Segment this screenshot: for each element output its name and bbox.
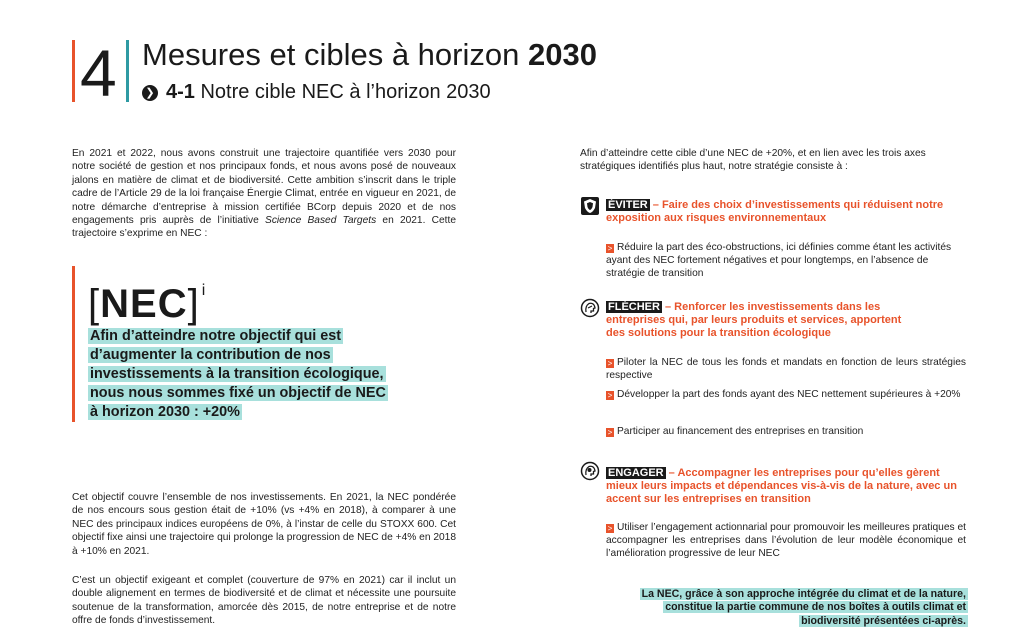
axis-flecher-title xyxy=(606,301,916,340)
axis-engager-item-text: Utiliser l’engagement actionnarial pour promouvoir les meilleures pratiques et accompagner les entreprises dans l’évolution de leur modèle économique et l’amélioration progressive de leur NEC xyxy=(606,522,966,559)
axis-eviter-title xyxy=(606,199,946,225)
axis-engager-tag: ENGAGER xyxy=(608,467,664,479)
nec-logo: [NEC] $^i$ xyxy=(88,282,207,326)
arrow-icon: > xyxy=(607,428,613,437)
chapter-bar-teal xyxy=(126,40,129,102)
chapter-number: 4 xyxy=(80,36,117,110)
chapter-bar-orange xyxy=(72,40,75,102)
axis-flecher-item-2 xyxy=(606,388,966,401)
axis-flecher-item-3-text: Participer au financement des entreprises en transition xyxy=(617,426,864,437)
intro-text-italic: Science Based Targets xyxy=(265,215,377,227)
chevron-right-icon: ❯ xyxy=(142,85,158,101)
axis-flecher-item-1 xyxy=(606,356,966,382)
coverage-paragraph: Cet objectif couvre l’ensemble de nos investissements. En 2021, la NEC pondérée de nos encours sous gestion était de +10% (vs +4% en 2018), à comparer à une NEC des principaux indices européens de 0%, à l’instar de celle du STOXX 600. Cet objectif fixe ainsi une trajectoire qui prolonge la progression de NEC de +4% en 2018 à +10% en 2021. xyxy=(72,492,456,557)
objective-paragraph: C’est un objectif exigeant et complet (couverture de 97% en 2021) car il inclut un double alignement en termes de biodiversité et de climat et nécessite une poursuite soutenue de la transformation, amorcée dès 2015, de notre entreprise et de notre offre de fonds d’investissement. xyxy=(72,575,456,627)
strategy-intro: Afin d’atteindre cette cible d’une NEC de +20%, et en lien avec les trois axes stratégiques identifiés plus haut, notre stratégie consiste à : xyxy=(580,148,926,173)
intro-text-start: En 2021 et 2022, nous avons construit une trajectoire quantifiée vers 2030 pour notre société de gestion et nos principaux fonds, et nous avons posé de nouveaux jalons en matière de climat et de biodiversité. Cette ambition s’inscrit dans le triple cadre de l’Article 29 de la loi française Énergie Climat, entrée en vigueur en 2021, de notre démarche d’entreprise à mission certifiée BCorp depuis 2020 et de nos engagements pris auprès de l’initiative xyxy=(72,148,456,227)
axis-engager-title xyxy=(606,467,966,506)
section-title: Notre cible NEC à l’horizon 2030 xyxy=(194,81,491,103)
page-title-bold: 2030 xyxy=(527,37,597,72)
arrow-icon: > xyxy=(607,524,613,533)
page-title xyxy=(142,36,597,74)
closing-highlight-text: La NEC, grâce à son approche intégrée du climat et de la nature, constitue la partie commune de nos boîtes à outils climat et biodiversité présentées ci-après. xyxy=(641,588,966,627)
arrow-icon: > xyxy=(607,359,613,368)
axis-flecher-item-3 xyxy=(606,425,966,438)
head-gear-icon xyxy=(580,461,600,481)
nec-quote-bar xyxy=(72,266,75,422)
head-arrow-icon xyxy=(580,298,600,318)
nec-logo-sup: i xyxy=(201,282,207,299)
axis-eviter-item-text: Réduire la part des éco-obstructions, ici définies comme étant les activités ayant des NEC fortement négatives et pour longtemps, en l’absence de stratégie de transition xyxy=(606,242,952,279)
nec-logo-text: NEC xyxy=(100,282,188,326)
axis-eviter-text: – Faire des choix d’investissements qui réduisent notre exposition aux risques environnementaux xyxy=(606,199,944,224)
section-subtitle xyxy=(142,80,491,104)
nec-objective-text: Afin d’atteindre notre objectif qui est d’augmenter la contribution de nos investissements à la transition écologique, nous nous sommes fixé un objectif de NEC à horizon 2030 : +20% xyxy=(90,328,386,420)
section-number: 4-1 xyxy=(166,81,195,103)
axis-flecher-text: – Renforcer les investissements dans les entreprises qui, par leurs produits et services, apportent des solutions pour la transition écologique xyxy=(606,301,902,339)
axis-engager-item xyxy=(606,521,966,560)
closing-highlight xyxy=(608,588,968,628)
intro-paragraph xyxy=(72,147,456,241)
axis-flecher-item-1-text: Piloter la NEC de tous les fonds et mandats en fonction de leurs stratégies respective xyxy=(606,357,966,381)
axis-engager-text: – Accompagner les entreprises pour qu’elles gèrent mieux leurs impacts et dépendances vis-à-vis de la nature, avec un accent sur les entreprises en transition xyxy=(606,467,957,505)
axis-eviter-tag: ÉVITER xyxy=(608,199,648,211)
arrow-icon: > xyxy=(607,244,613,253)
shield-icon xyxy=(580,196,600,216)
axis-eviter-item xyxy=(606,241,956,280)
axis-flecher-item-2-text: Développer la part des fonds ayant des NEC nettement supérieures à +20% xyxy=(617,389,961,400)
page-title-regular: Mesures et cibles à horizon xyxy=(142,37,528,72)
nec-objective-quote xyxy=(88,327,388,422)
arrow-icon: > xyxy=(607,391,613,400)
intro-text-end: en 2021. Cette trajectoire s’exprime en NEC : xyxy=(72,215,456,240)
axis-flecher-tag: FLÉCHER xyxy=(608,301,660,313)
